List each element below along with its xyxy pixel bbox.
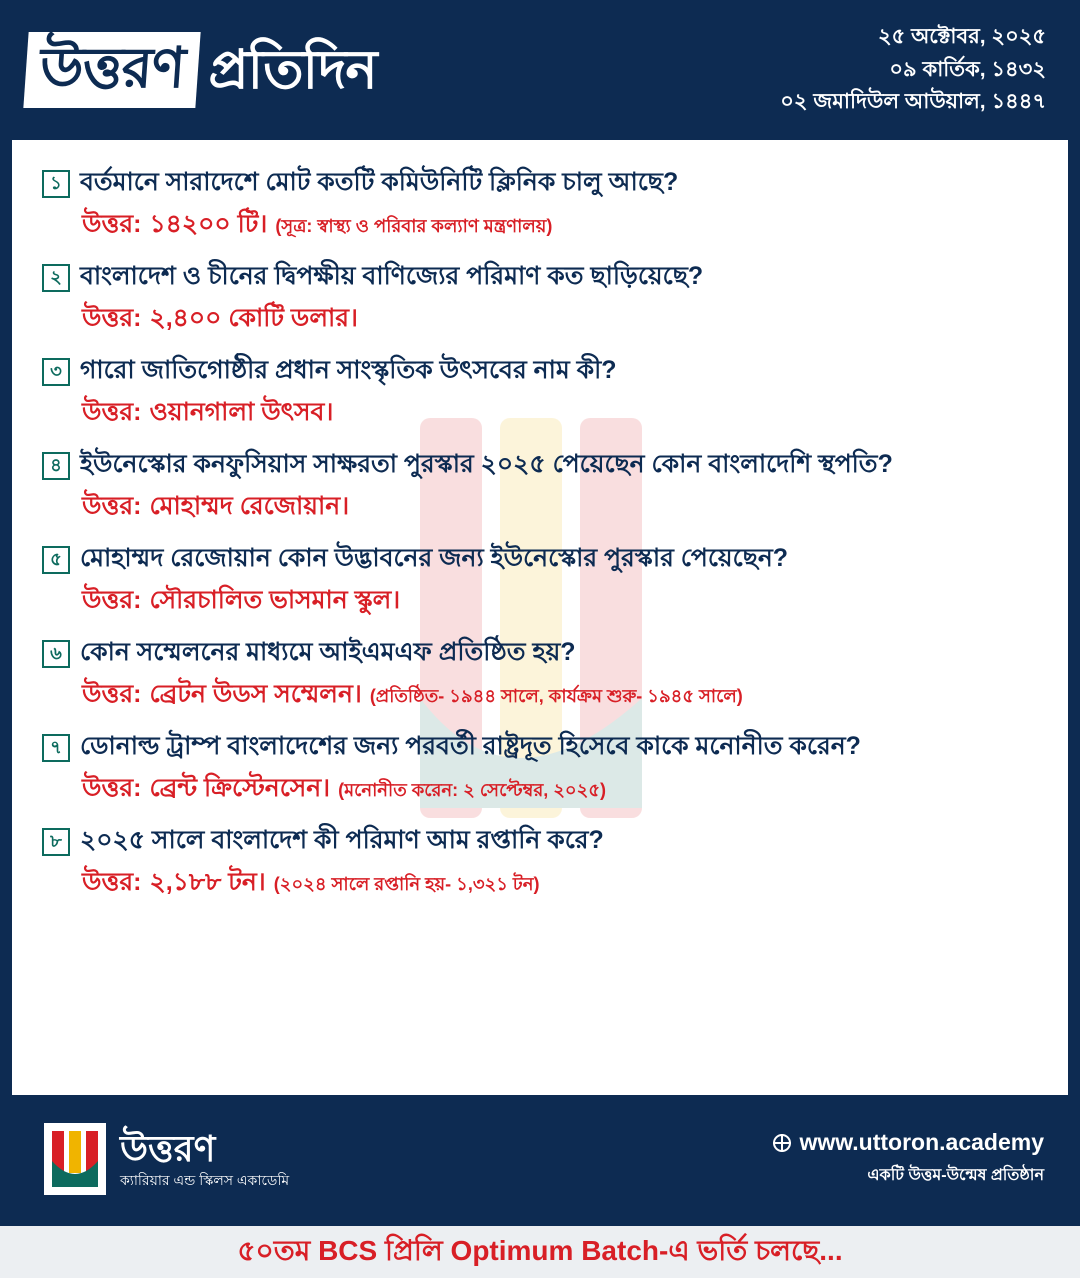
answer-row: [82, 768, 1038, 811]
answer-text: ওয়ানগালা উৎসব।: [149, 398, 334, 426]
answer-text: ২,১৮৮ টন।: [149, 868, 266, 896]
date-block: [780, 21, 1046, 119]
question-number: ৮: [42, 828, 70, 856]
question-number: ৫: [42, 546, 70, 574]
question-number: ৩: [42, 358, 70, 386]
answer-text: ২,৪০০ কোটি ডলার।: [149, 304, 358, 332]
answer-text: মোহাম্মদ রেজোয়ান।: [149, 492, 350, 520]
answer-label: উত্তর:: [82, 868, 142, 896]
date-hijri: ০২ জমাদিউল আউয়াল, ১৪৪৭: [780, 90, 1046, 114]
answer-label: উত্তর:: [82, 398, 142, 426]
qa-item: [42, 354, 1038, 435]
question-number: ২: [42, 264, 70, 292]
question-text: ২০২৫ সালে বাংলাদেশ কী পরিমাণ আম রপ্তানি করে?: [80, 826, 604, 854]
question-row: [42, 824, 1038, 857]
qa-item: [42, 542, 1038, 623]
qa-list: [42, 166, 1038, 905]
answer-note: (২০২৪ সালে রপ্তানি হয়- ১,৩২১ টন): [273, 874, 540, 894]
qa-item: [42, 166, 1038, 247]
footer-tagline: একটি উত্তম-উন্মেষ প্রতিষ্ঠান: [867, 1167, 1044, 1184]
website-row[interactable]: [773, 1129, 1044, 1156]
qa-item: [42, 448, 1038, 529]
answer-text: সৌরচালিত ভাসমান স্কুল।: [149, 586, 401, 614]
answer-note: (মনোনীত করেন: ২ সেপ্টেম্বর, ২০২৫): [338, 780, 607, 800]
answer-label: উত্তর:: [82, 492, 142, 520]
answer-text: ব্রেটন উডস সম্মেলন।: [149, 680, 362, 708]
answer-row: [82, 204, 1038, 247]
footer-brand: [44, 1123, 289, 1195]
question-text: গারো জাতিগোষ্ঠীর প্রধান সাংস্কৃতিক উৎসবের নাম কী?: [80, 356, 617, 384]
qa-item: [42, 260, 1038, 341]
question-text: কোন সম্মেলনের মাধ্যমে আইএমএফ প্রতিষ্ঠিত হয়?: [80, 638, 576, 666]
question-number: ৪: [42, 452, 70, 480]
masthead-word-primary: উত্তরণ: [23, 32, 201, 108]
answer-row: [82, 580, 1038, 623]
answer-row: [82, 862, 1038, 905]
question-number: ৭: [42, 734, 70, 762]
qa-item: [42, 636, 1038, 717]
question-text: বর্তমানে সারাদেশে মোট কতটি কমিউনিটি ক্লিনিক চালু আছে?: [80, 168, 679, 196]
footer-contact: [773, 1129, 1044, 1189]
uttoron-logo-icon: [44, 1123, 106, 1195]
masthead-word-secondary: প্রতিদিন: [208, 40, 377, 100]
header: [0, 0, 1080, 140]
answer-label: উত্তর:: [82, 586, 142, 614]
question-row: [42, 166, 1038, 199]
answer-label: উত্তর:: [82, 680, 142, 708]
answer-label: উত্তর:: [82, 210, 142, 238]
promo-banner-text: ৫০তম BCS প্রিলি Optimum Batch-এ ভর্তি চলছে...: [237, 1234, 843, 1266]
answer-label: উত্তর:: [82, 774, 142, 802]
answer-text: ব্রেন্ট ক্রিস্টেনসেন।: [149, 774, 331, 802]
answer-text: ১৪২০০ টি।: [149, 210, 268, 238]
question-row: [42, 448, 1038, 481]
answer-row: [82, 674, 1038, 717]
answer-note: (প্রতিষ্ঠিত- ১৯৪৪ সালে, কার্যক্রম শুরু- ১৯৪৫ সালে): [369, 686, 743, 706]
content-area: [12, 140, 1068, 1095]
footer-brand-text: [120, 1130, 289, 1187]
footer-brand-name: উত্তরণ: [120, 1128, 216, 1170]
question-row: [42, 260, 1038, 293]
question-row: [42, 730, 1038, 763]
qa-item: [42, 824, 1038, 905]
footer: [0, 1095, 1080, 1223]
answer-row: [82, 486, 1038, 529]
answer-row: [82, 392, 1038, 435]
question-text: মোহাম্মদ রেজোয়ান কোন উদ্ভাবনের জন্য ইউনেস্কোর পুরস্কার পেয়েছেন?: [80, 544, 789, 572]
question-row: [42, 636, 1038, 669]
question-number: ১: [42, 170, 70, 198]
date-gregorian: ২৫ অক্টোবর, ২০২৫: [878, 25, 1046, 49]
promo-banner: [0, 1223, 1080, 1278]
masthead: [26, 32, 377, 108]
answer-note: (সূত্র: স্বাস্থ্য ও পরিবার কল্যাণ মন্ত্রণালয়): [275, 216, 553, 236]
answer-row: [82, 298, 1038, 341]
qa-item: [42, 730, 1038, 811]
question-text: বাংলাদেশ ও চীনের দ্বিপক্ষীয় বাণিজ্যের পরিমাণ কত ছাড়িয়েছে?: [80, 262, 704, 290]
website-url[interactable]: www.uttoron.academy: [799, 1129, 1044, 1155]
question-number: ৬: [42, 640, 70, 668]
footer-brand-subtitle: ক্যারিয়ার এন্ড স্কিলস একাডেমি: [120, 1172, 290, 1189]
answer-label: উত্তর:: [82, 304, 142, 332]
globe-icon: [773, 1134, 791, 1152]
question-text: ইউনেস্কোর কনফুসিয়াস সাক্ষরতা পুরস্কার ২০২৫ পেয়েছেন কোন বাংলাদেশি স্থপতি?: [80, 450, 893, 478]
question-row: [42, 354, 1038, 387]
question-row: [42, 542, 1038, 575]
date-bengali: ০৯ কার্তিক, ১৪৩২: [889, 57, 1046, 81]
question-text: ডোনাল্ড ট্রাম্প বাংলাদেশের জন্য পরবর্তী রাষ্ট্রদূত হিসেবে কাকে মনোনীত করেন?: [80, 732, 861, 760]
